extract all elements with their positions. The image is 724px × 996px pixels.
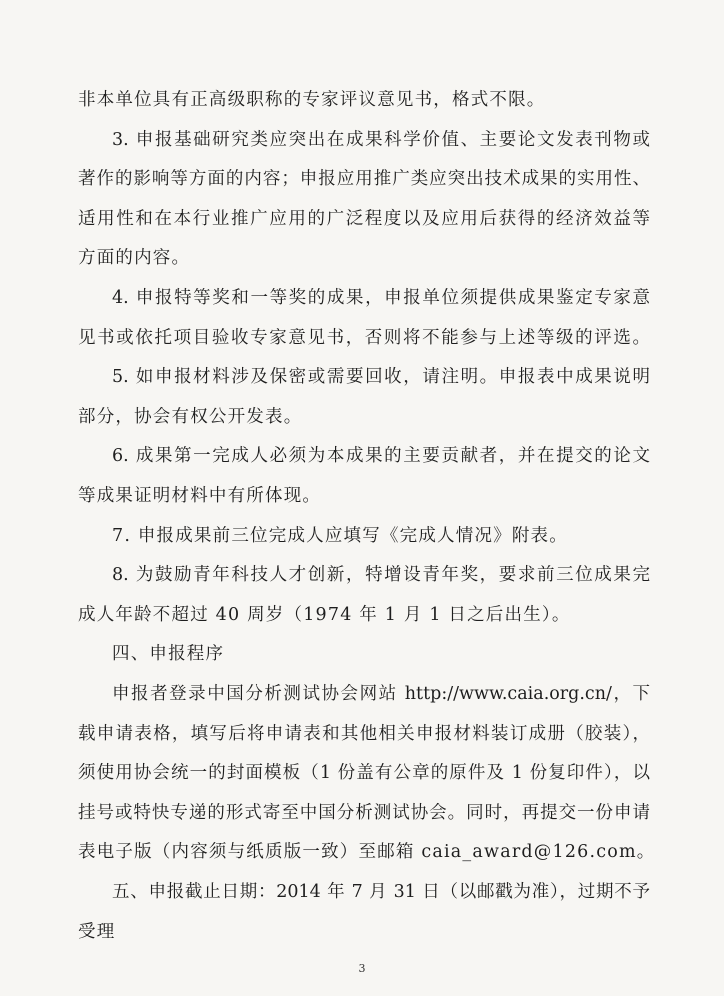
- section-heading-5: 五、申报截止日期：2014 年 7 月 31 日（以邮戳为准），过期不予: [112, 882, 650, 902]
- text-line-22: 受理: [78, 921, 116, 942]
- text-line-7: 见书或依托项目验收专家意见书，否则将不能参与上述等级的评选。: [78, 327, 650, 348]
- text-line-9: 部分，协会有权公开发表。: [78, 406, 303, 427]
- page-number: 3: [358, 962, 366, 975]
- text-line-17: 载申请表格，填写后将申请表和其他相关申报材料装订成册（胶装），: [78, 723, 650, 744]
- text-line-8: 5. 如申报材料涉及保密或需要回收，请注明。申报表中成果说明: [112, 367, 650, 388]
- text-line-1: 非本单位具有正高级职称的专家评议意见书，格式不限。: [78, 90, 546, 110]
- text-line-12: 7. 申报成果前三位完成人应填写《完成人情况》附表。: [112, 525, 568, 546]
- section-heading-4: 四、申报程序: [112, 644, 225, 665]
- text-line-5: 方面的内容。: [78, 248, 191, 269]
- text-line-10: 6. 成果第一完成人必须为本成果的主要贡献者，并在提交的论文: [112, 446, 650, 467]
- text-line-4: 适用性和在本行业推广应用的广泛程度以及应用后获得的经济效益等: [78, 208, 650, 229]
- text-line-6: 4. 申报特等奖和一等奖的成果，申报单位须提供成果鉴定专家意: [112, 288, 650, 308]
- text-line-2: 3. 申报基础研究类应突出在成果科学价值、主要论文发表刊物或: [112, 129, 650, 150]
- text-line-20: 表电子版（内容须与纸质版一致）至邮箱 caia_award@126.com。: [78, 842, 656, 863]
- text-line-18: 须使用协会统一的封面模板（1 份盖有公章的原件及 1 份复印件），以: [78, 763, 650, 784]
- text-line-16: 申报者登录中国分析测试协会网站 http://www.caia.org.cn/，下: [112, 684, 650, 704]
- text-line-11: 等成果证明材料中有所体现。: [78, 486, 322, 506]
- text-line-3: 著作的影响等方面的内容；申报应用推广类应突出技术成果的实用性、: [78, 169, 650, 190]
- text-line-14: 成人年龄不超过 40 周岁（1974 年 1 月 1 日之后出生）。: [78, 604, 571, 625]
- text-line-13: 8. 为鼓励青年科技人才创新，特增设青年奖，要求前三位成果完: [112, 565, 650, 586]
- text-line-19: 挂号或特快专递的形式寄至中国分析测试协会。同时，再提交一份申请: [78, 802, 650, 823]
